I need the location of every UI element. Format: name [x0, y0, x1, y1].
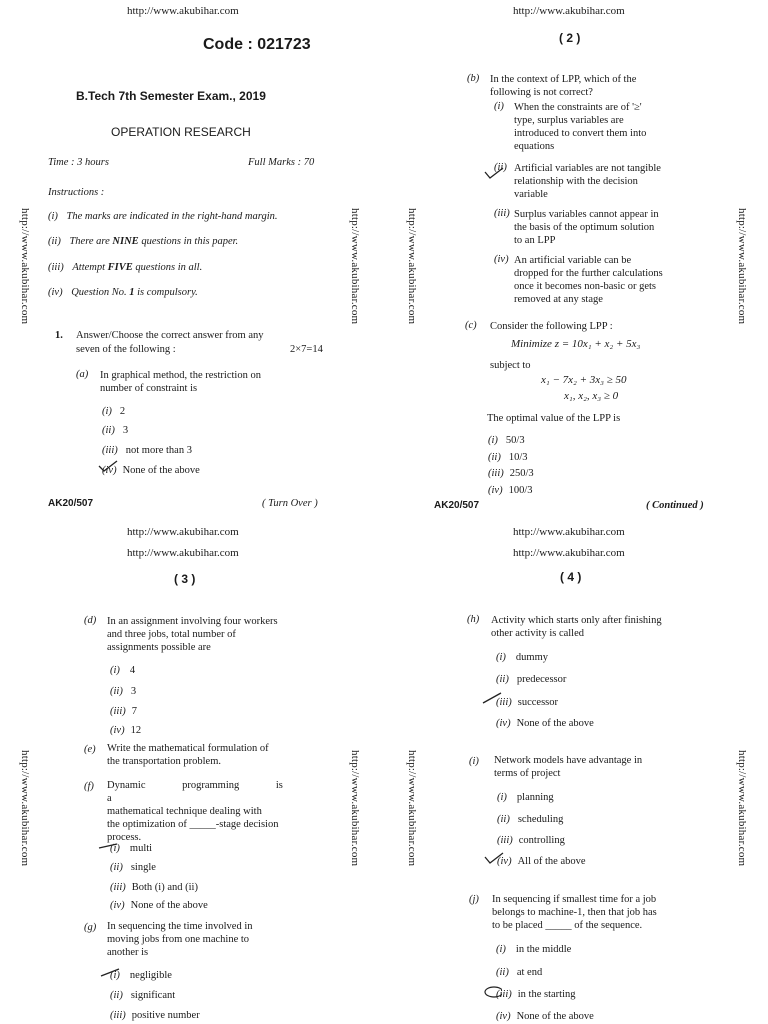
option-h-ii: [496, 669, 566, 687]
option-text: planning: [516, 792, 554, 803]
option-text: 7: [131, 706, 137, 717]
option-f-iii: [110, 877, 198, 895]
option-text: single: [130, 862, 156, 873]
instruction-4: [48, 287, 198, 298]
option-text: negligible: [129, 970, 172, 981]
option-j-iii: [496, 984, 576, 1002]
option-num: (i): [496, 652, 506, 663]
question-line: In sequencing if smallest time for a job: [492, 894, 657, 905]
page-3: [0, 512, 384, 1024]
instruction-num: (iv): [48, 287, 63, 298]
question-d-label: (d): [84, 615, 97, 626]
option-text: predecessor: [516, 674, 567, 685]
option-line: Artificial variables are not tangible: [514, 163, 661, 174]
option-line: dropped for the further calculations: [514, 268, 663, 279]
instruction-num: (iii): [48, 262, 64, 273]
option-line: removed at any stage: [514, 294, 603, 305]
option-text: 3: [122, 425, 129, 436]
option-text: in the middle: [515, 944, 572, 955]
watermark-left: http://www.akubihar.com: [406, 750, 418, 867]
question-a-text-2: number of constraint is: [100, 383, 198, 394]
question-line: Network models have advantage in: [494, 755, 643, 766]
option-text: 50/3: [505, 435, 525, 446]
instruction-2: [48, 236, 238, 247]
question-c-label: (c): [465, 320, 477, 331]
header-url: http://www.akubihar.com: [513, 5, 625, 17]
option-text: 100/3: [508, 485, 533, 496]
question-line: In sequencing the time involved in: [107, 921, 253, 932]
question-line: mathematical technique dealing with: [107, 806, 262, 817]
lpp-constraint-2: x₁, x₂, x₃ ≥ 0: [564, 390, 619, 402]
option-text: controlling: [518, 835, 565, 846]
lpp-subject-to: subject to: [490, 360, 531, 371]
question-j-text: [492, 893, 702, 932]
option-text: 2: [119, 406, 126, 417]
option-b-iv-text: [514, 254, 699, 306]
question-line: process.: [107, 832, 142, 843]
option-num: (ii): [110, 990, 123, 1001]
lpp-objective: Minimize z = 10x₁ + x₂ + 5x₃: [511, 338, 641, 350]
subject-title: OPERATION RESEARCH: [111, 125, 251, 139]
option-b-ii-text: [514, 162, 694, 201]
option-text: at end: [516, 967, 543, 978]
option-num: (ii): [496, 967, 509, 978]
option-num: (i): [497, 792, 507, 803]
header-url-2: http://www.akubihar.com: [127, 547, 239, 559]
handwritten-tick-mark: [484, 852, 504, 864]
option-b-ii-num: (ii): [494, 162, 507, 173]
instruction-bold: NINE: [112, 236, 139, 247]
instruction-text: There are: [69, 236, 113, 247]
option-num: (iii): [488, 468, 504, 479]
option-line: once it becomes non-basic or gets: [514, 281, 656, 292]
option-line: introduced to convert them into: [514, 128, 647, 139]
header-url: http://www.akubihar.com: [127, 526, 239, 538]
option-num: (ii): [497, 814, 510, 825]
question-g-text: [107, 920, 312, 959]
time-label: Time : 3 hours: [48, 157, 109, 168]
option-num: (ii): [110, 862, 123, 873]
option-text: All of the above: [517, 856, 586, 867]
option-num: (ii): [102, 425, 115, 436]
question-line: the transportation problem.: [107, 756, 222, 767]
option-a-iii: [102, 440, 192, 458]
instruction-text: is compulsory.: [134, 287, 198, 298]
footer-code: AK20/507: [434, 500, 480, 511]
option-line: to an LPP: [514, 235, 556, 246]
option-d-iv: [110, 720, 141, 738]
question-line: other activity is called: [491, 628, 585, 639]
question-line: belongs to machine-1, then that job has: [492, 907, 657, 918]
option-b-i-text: [514, 101, 694, 153]
question-line: another is: [107, 947, 149, 958]
question-c-text: Consider the following LPP :: [490, 321, 613, 332]
watermark-right: http://www.akubihar.com: [349, 750, 361, 867]
question-line: to be placed _____ of the sequence.: [492, 920, 643, 931]
question-a-label: (a): [76, 369, 89, 380]
watermark-right: http://www.akubihar.com: [736, 208, 748, 325]
instruction-text: Attempt: [72, 262, 108, 273]
option-line: When the constraints are of '≥': [514, 102, 642, 113]
option-text: not more than 3: [125, 445, 192, 456]
option-num: (iv): [496, 718, 511, 729]
option-num: (i): [102, 406, 112, 417]
question-line: assignments possible are: [107, 642, 211, 653]
question-c-text-2: The optimal value of the LPP is: [487, 413, 621, 424]
option-c-iv: [488, 480, 533, 498]
option-num: (iii): [102, 445, 118, 456]
instruction-bold: FIVE: [107, 262, 133, 273]
option-j-ii: [496, 962, 542, 980]
option-f-iv: [110, 895, 208, 913]
option-text: Both (i) and (ii): [131, 882, 198, 893]
option-num: (iv): [496, 1011, 511, 1022]
option-num: (i): [110, 843, 120, 854]
page-1: [0, 0, 384, 512]
option-c-i: [488, 430, 525, 448]
option-line: variable: [514, 189, 548, 200]
full-marks-label: Full Marks : 70: [248, 157, 315, 168]
question-1-text: Answer/Choose the correct answer from any: [76, 330, 264, 341]
option-i-iv: [497, 851, 586, 869]
question-line: the optimization of _____-stage decision: [107, 819, 279, 830]
option-text: 250/3: [509, 468, 534, 479]
footer-turn-over: ( Turn Over ): [262, 498, 318, 509]
option-b-iv-num: (iv): [494, 254, 509, 265]
option-g-iii: [110, 1005, 200, 1023]
option-text: None of the above: [516, 718, 594, 729]
paper-code: Code : 021723: [203, 36, 311, 53]
option-text: 4: [129, 665, 136, 676]
header-url: http://www.akubihar.com: [127, 5, 239, 17]
instruction-bold: 1: [129, 287, 135, 298]
option-num: (iii): [497, 835, 513, 846]
question-i-label: (i): [469, 756, 479, 767]
instruction-1: [48, 211, 278, 222]
watermark-left: http://www.akubihar.com: [19, 208, 31, 325]
question-f-label: (f): [84, 781, 94, 792]
question-line: In an assignment involving four workers: [107, 616, 278, 627]
question-h-label: (h): [467, 614, 480, 625]
option-num: (iv): [110, 900, 125, 911]
option-line: Surplus variables cannot appear in: [514, 209, 659, 220]
question-line: Write the mathematical formulation of: [107, 743, 269, 754]
option-num: (i): [488, 435, 498, 446]
option-d-i: [110, 660, 135, 678]
instruction-text: The marks are indicated in the right-hand margin.: [66, 211, 278, 222]
option-text: in the starting: [517, 989, 576, 1000]
handwritten-tick-mark: [98, 842, 118, 854]
handwritten-circle-mark: [482, 986, 502, 998]
instruction-text: Question No.: [71, 287, 130, 298]
option-text: significant: [130, 990, 176, 1001]
question-line: Activity which starts only after finishing: [491, 615, 662, 626]
question-line: and three jobs, total number of: [107, 629, 236, 640]
option-num: (iii): [110, 882, 126, 893]
option-a-ii: [102, 420, 128, 438]
option-h-i: [496, 647, 548, 665]
question-i-text: [494, 754, 699, 780]
option-text: None of the above: [516, 1011, 594, 1022]
option-d-iii: [110, 701, 137, 719]
option-text: scheduling: [517, 814, 564, 825]
question-line: terms of project: [494, 768, 561, 779]
option-text: None of the above: [130, 900, 208, 911]
option-b-iii-num: (iii): [494, 208, 510, 219]
watermark-right: http://www.akubihar.com: [349, 208, 361, 325]
watermark-left: http://www.akubihar.com: [406, 208, 418, 325]
option-num: (iii): [110, 1010, 126, 1021]
question-h-text: [491, 614, 662, 640]
footer-code: AK20/507: [48, 498, 94, 509]
question-line: moving jobs from one machine to: [107, 934, 250, 945]
page-2: [384, 0, 768, 512]
option-text: positive number: [131, 1010, 200, 1021]
option-i-ii: [497, 809, 563, 827]
watermark-right: http://www.akubihar.com: [736, 750, 748, 867]
option-b-iii-text: [514, 208, 699, 247]
option-num: (iii): [496, 697, 512, 708]
option-text: dummy: [515, 652, 549, 663]
option-j-i: [496, 939, 571, 957]
question-e-label: (e): [84, 744, 96, 755]
question-1-number: 1.: [55, 330, 63, 341]
option-b-i-num: (i): [494, 101, 504, 112]
header-url-2: http://www.akubihar.com: [513, 547, 625, 559]
question-1-text-2: seven of the following :: [76, 344, 176, 355]
option-d-ii: [110, 681, 136, 699]
page-number: ( 3 ): [174, 572, 196, 586]
option-i-i: [497, 787, 554, 805]
question-b-text: In the context of LPP, which of the: [490, 74, 637, 85]
option-num: (i): [496, 944, 506, 955]
question-d-text: [107, 615, 278, 654]
watermark-left: http://www.akubihar.com: [19, 750, 31, 867]
option-a-i: [102, 401, 125, 419]
option-num: (iv): [102, 465, 117, 476]
option-num: (ii): [496, 674, 509, 685]
option-i-iii: [497, 830, 565, 848]
handwritten-tick-mark: [482, 692, 502, 704]
option-num: (i): [110, 970, 120, 981]
option-line: An artificial variable can be: [514, 255, 632, 266]
option-num: (iv): [110, 725, 125, 736]
question-e-text: [107, 742, 269, 768]
instruction-num: (ii): [48, 236, 61, 247]
option-num: (iii): [496, 989, 512, 1000]
question-line: Dynamic programming is a: [107, 780, 283, 804]
lpp-constraint-1: x₁ − 7x₂ + 3x₃ ≥ 50: [541, 374, 627, 386]
option-text: 3: [130, 686, 137, 697]
option-c-iii: [488, 463, 534, 481]
option-num: (iii): [110, 706, 126, 717]
footer-continued: ( Continued ): [646, 500, 704, 511]
option-num: (i): [110, 665, 120, 676]
option-num: (iv): [488, 485, 503, 496]
question-b-label: (b): [467, 73, 480, 84]
question-g-label: (g): [84, 922, 97, 933]
option-h-iv: [496, 713, 594, 731]
option-f-ii: [110, 857, 156, 875]
option-line: type, surplus variables are: [514, 115, 624, 126]
handwritten-tick-mark: [484, 167, 504, 179]
page-4: [384, 512, 768, 1024]
instructions-title: Instructions :: [48, 187, 105, 198]
question-j-label: (j): [469, 894, 479, 905]
option-num: (ii): [488, 452, 501, 463]
option-h-iii: [496, 692, 558, 710]
instruction-num: (i): [48, 211, 58, 222]
option-num: (ii): [110, 686, 123, 697]
option-g-ii: [110, 985, 175, 1003]
handwritten-tick-mark: [100, 967, 120, 979]
option-text: multi: [129, 843, 153, 854]
option-j-iv: [496, 1006, 594, 1024]
handwritten-tick-mark: [98, 460, 118, 472]
option-line: equations: [514, 141, 555, 152]
option-num: (iv): [497, 856, 512, 867]
option-text: 12: [130, 725, 142, 736]
page-number: ( 4 ): [560, 570, 582, 584]
question-b-text-2: following is not correct?: [490, 87, 593, 98]
exam-title: B.Tech 7th Semester Exam., 2019: [76, 89, 266, 103]
instruction-text: questions in this paper.: [138, 236, 239, 247]
instruction-text: questions in all.: [132, 262, 203, 273]
option-text: 10/3: [508, 452, 528, 463]
question-f-text: [107, 779, 312, 844]
option-line: the basis of the optimum solution: [514, 222, 655, 233]
page-number: ( 2 ): [559, 31, 581, 45]
option-text: successor: [517, 697, 558, 708]
header-url: http://www.akubihar.com: [513, 526, 625, 538]
option-text: None of the above: [122, 465, 200, 476]
option-line: relationship with the decision: [514, 176, 638, 187]
question-1-marks: 2×7=14: [290, 344, 323, 355]
question-a-text: In graphical method, the restriction on: [100, 370, 261, 381]
instruction-3: [48, 262, 202, 273]
